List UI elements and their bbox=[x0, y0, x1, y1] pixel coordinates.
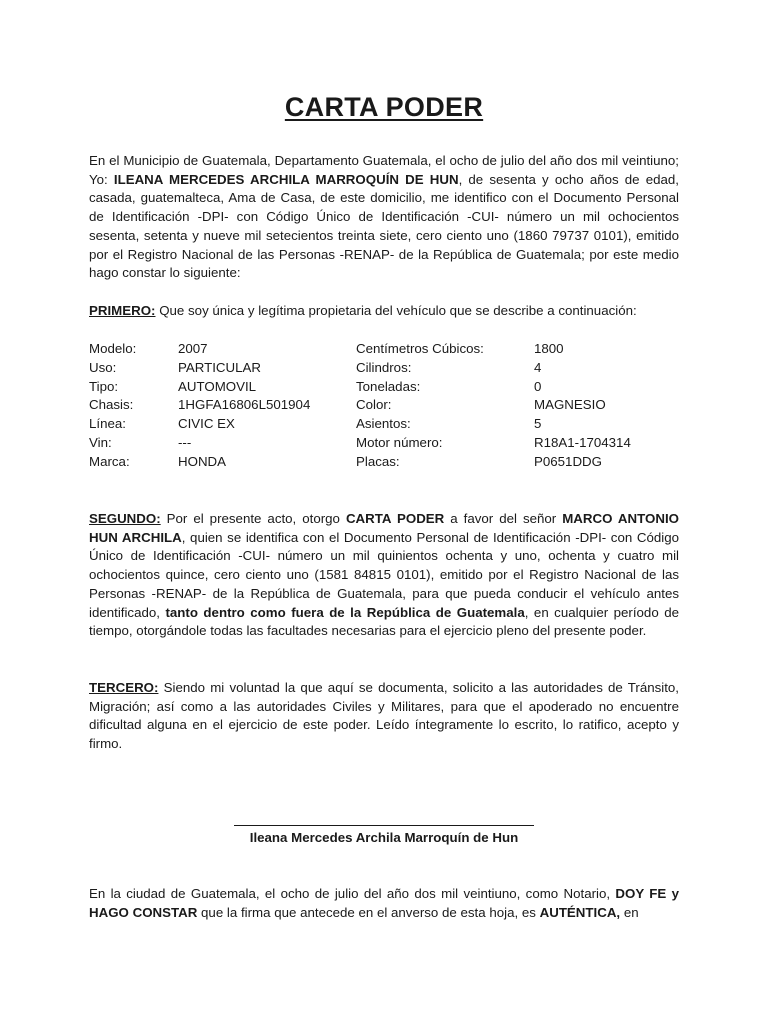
spec-label: Asientos: bbox=[356, 416, 411, 432]
spec-label: Toneladas: bbox=[356, 378, 421, 394]
spec-label: Uso: bbox=[89, 359, 117, 375]
tercero-text: Siendo mi voluntad la que aquí se documenta, solicito a las autoridades de Tránsito, Migración; así como a las autoridades Civiles y Militares, para que el apoderado no encuentre dificultad alguna en el ejercicio de este poder. Leído íntegramente lo escrito, lo ratifico, acepto y firmo. bbox=[89, 680, 679, 752]
spec-value: 4 bbox=[534, 359, 542, 375]
scope-bold: tanto dentro como fuera de la República de Guatemala bbox=[165, 604, 525, 620]
vehicle-spec-row bbox=[89, 434, 689, 453]
spec-label: Tipo: bbox=[89, 378, 119, 394]
autentica-bold: AUTÉNTICA, bbox=[539, 904, 621, 920]
spec-value: 1800 bbox=[534, 341, 564, 356]
intro-text-2: , de sesenta y ocho años de edad, casada, guatemalteca, Ama de Casa, de este domicilio, me identifico con el Documento Personal de Identificación -DPI- con Código Único de Identificación -CUI- número un mil ochocientos sesenta, setenta y nueve mil setecientos treinta siete, cero ciento uno (1860 79737 0101), emitido por el Registro Nacional de las Personas -RENAP- de la República de Guatemala; por este medio hago constar lo siguiente: bbox=[89, 171, 679, 281]
carta-poder-bold: CARTA PODER bbox=[345, 511, 445, 526]
primero-label: PRIMERO: bbox=[89, 303, 156, 318]
spec-label: Placas: bbox=[356, 453, 400, 469]
spec-value: R18A1-1704314 bbox=[534, 434, 631, 450]
spec-value: PARTICULAR bbox=[178, 359, 262, 375]
segundo-text-2: a favor del señor bbox=[444, 511, 563, 526]
spec-value: HONDA bbox=[178, 453, 227, 469]
segundo-text-4: , en cualquier período de tiempo, otorgándole todas las facultades necesarias para el ejercicio pleno del presente poder. bbox=[89, 604, 679, 639]
spec-label: Vin: bbox=[89, 434, 112, 450]
signature-name: Ileana Mercedes Archila Marroquín de Hun bbox=[249, 830, 519, 845]
vehicle-spec-row bbox=[89, 453, 689, 472]
notary-text-2: que la firma que antecede en el anverso de esta hoja, es bbox=[197, 904, 540, 920]
doy-fe-bold: DOY FE y HAGO CONSTAR bbox=[89, 886, 680, 920]
vehicle-spec-row bbox=[89, 340, 689, 359]
spec-label: Línea: bbox=[89, 416, 126, 432]
spec-label: Marca: bbox=[89, 453, 130, 469]
notary-text-1: En la ciudad de Guatemala, el ocho de julio del año dos mil veintiuno, como Notario, bbox=[89, 886, 616, 901]
spec-label: Cilindros: bbox=[356, 359, 412, 375]
intro-paragraph bbox=[89, 152, 679, 283]
spec-value: 5 bbox=[534, 416, 542, 432]
spec-label: Motor número: bbox=[356, 434, 443, 450]
document-title: CARTA PODER bbox=[284, 92, 484, 122]
tercero-label: TERCERO: bbox=[89, 680, 159, 695]
segundo-label: SEGUNDO: bbox=[89, 511, 161, 526]
segundo-text-1: Por el presente acto, otorgo bbox=[160, 511, 346, 526]
vehicle-spec-row bbox=[89, 396, 689, 415]
spec-value: P0651DDG bbox=[534, 453, 602, 469]
signature-line bbox=[234, 825, 534, 826]
grantor-name: ILEANA MERCEDES ARCHILA MARROQUÍN DE HUN bbox=[113, 171, 459, 187]
vehicle-spec-row bbox=[89, 359, 689, 378]
vehicle-spec-row bbox=[89, 415, 689, 434]
primero-text: Que soy única y legítima propietaria del vehículo que se describe a continuación: bbox=[155, 303, 637, 318]
spec-value: 2007 bbox=[178, 341, 208, 356]
notary-text-3: en bbox=[620, 904, 639, 920]
spec-value: MAGNESIO bbox=[534, 397, 606, 413]
spec-value: CIVIC EX bbox=[178, 416, 235, 432]
spec-label: Modelo: bbox=[89, 341, 137, 356]
spec-label: Centímetros Cúbicos: bbox=[356, 341, 484, 356]
vehicle-specs-table bbox=[89, 340, 689, 472]
vehicle-spec-row bbox=[89, 378, 689, 397]
segundo-text-3: , quien se identifica con el Documento Personal de Identificación -DPI- con Código Único de Identificación -CUI- número un mil quinientos ochenta y uno, ochenta y cuatro mil ochocientos quince, cero ciento uno (1581 84815 0101), emitido por el Registro Nacional de las Personas -RENAP- de la República de Guatemala, para que pueda conducir el vehículo antes identificado, bbox=[89, 529, 679, 620]
spec-value: --- bbox=[178, 434, 192, 450]
spec-value: 1HGFA16806L501904 bbox=[178, 397, 311, 413]
spec-label: Chasis: bbox=[89, 397, 134, 413]
tercero-clause bbox=[89, 679, 679, 754]
spec-label: Color: bbox=[356, 397, 392, 413]
notary-paragraph bbox=[89, 885, 679, 922]
spec-value: AUTOMOVIL bbox=[178, 378, 257, 394]
segundo-clause bbox=[89, 510, 679, 641]
intro-text-1: En el Municipio de Guatemala, Departamento Guatemala, el ocho de julio del año dos mil veintiuno; Yo: bbox=[89, 153, 679, 187]
spec-value: 0 bbox=[534, 378, 542, 394]
grantee-name: MARCO ANTONIO HUN ARCHILA bbox=[89, 511, 679, 545]
primero-clause bbox=[89, 302, 679, 321]
